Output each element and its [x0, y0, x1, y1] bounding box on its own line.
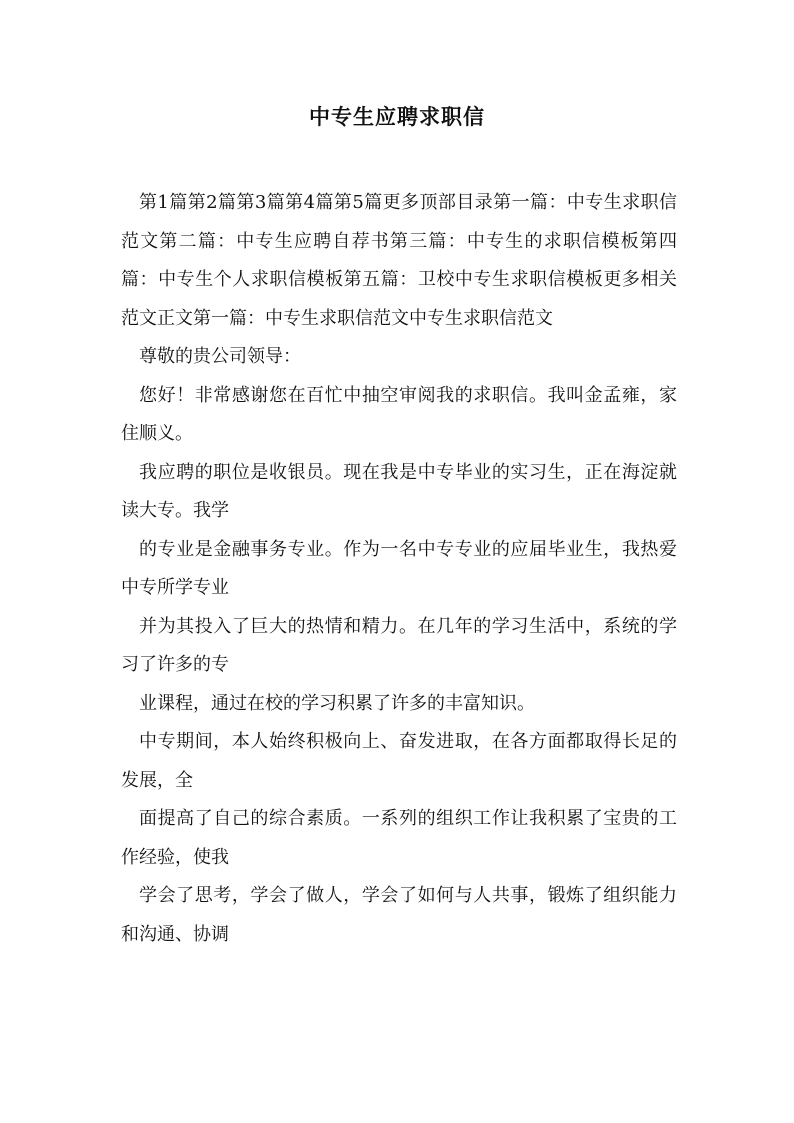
body-paragraph: 业课程，通过在校的学习积累了许多的丰富知识。: [139, 692, 535, 714]
body-paragraph: 中专期间，本人始终积极向上、奋发进取，在各方面都取得长足的发展，全: [121, 731, 677, 791]
document-body: [121, 184, 677, 954]
document-title: 中专生应聘求职信: [309, 104, 485, 129]
body-paragraph: 面提高了自己的综合素质。一系列的组织工作让我积累了宝贵的工作经验，使我: [121, 808, 677, 868]
body-paragraph: 并为其投入了巨大的热情和精力。在几年的学习生活中，系统的学习了许多的专: [121, 615, 677, 675]
greeting-paragraph: 您好！非常感谢您在百忙中抽空审阅我的求职信。我叫金孟雍，家住顺义。: [121, 384, 677, 444]
table-of-contents-paragraph: 第1篇第2篇第3篇第4篇第5篇更多顶部目录第一篇：中专生求职信范文第二篇：中专生应聘自荐书第三篇：中专生的求职信模板第四篇：中专生个人求职信模板第五篇：卫校中专生求职信模板更多相关范文正文第一篇：中专生求职信范文中专生求职信范文: [121, 192, 677, 329]
body-paragraph: 我应聘的职位是收银员。现在我是中专毕业的实习生，正在海淀就读大专。我学: [121, 461, 677, 521]
salutation-paragraph: 尊敬的贵公司领导：: [139, 346, 301, 367]
body-paragraph: 学会了思考，学会了做人，学会了如何与人共事，锻炼了组织能力和沟通、协调: [121, 885, 677, 945]
body-paragraph: 的专业是金融事务专业。作为一名中专专业的应届毕业生，我热爱中专所学专业: [121, 538, 677, 598]
